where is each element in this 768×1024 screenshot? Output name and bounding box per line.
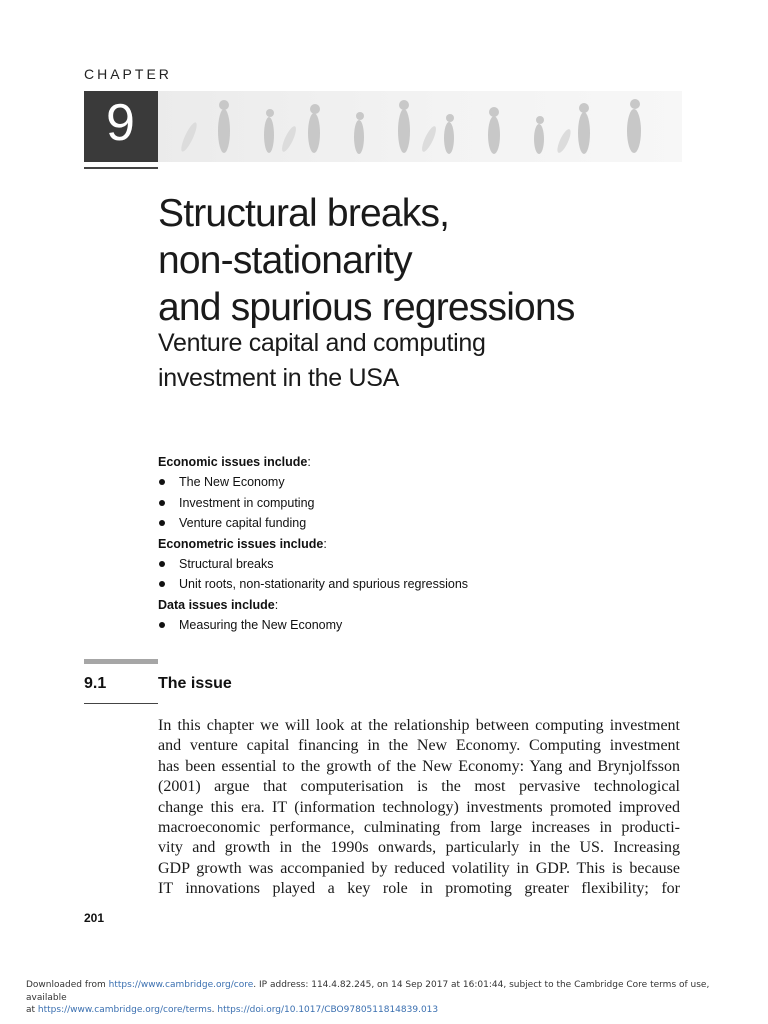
body-line: IT innovations played a key role in promoting greater flexibility; for — [158, 880, 680, 898]
list-item: Measuring the New Economy — [158, 615, 698, 636]
section-rule — [84, 703, 158, 704]
runners-illustration — [84, 91, 682, 162]
body-line: vity and growth in the 1990s onwards, particularly in the US. Increasing — [158, 839, 680, 857]
body-line: has been essential to the growth of the New Economy: Yang and Brynjolfsson — [158, 757, 680, 775]
body-paragraph — [158, 716, 680, 900]
list-item: Venture capital funding — [158, 513, 698, 534]
data-issues-list — [158, 615, 698, 636]
chapter-title: Structural breaks, non-stationarity and spurious regressions — [158, 192, 575, 329]
list-item: Structural breaks — [158, 554, 698, 575]
chapter-rule — [84, 167, 158, 169]
list-item: The New Economy — [158, 472, 698, 493]
data-issues-heading: Data issues include: — [158, 597, 279, 612]
chapter-number-box — [84, 91, 158, 162]
body-line: (2001) argue that computerisation is the most pervasive technological — [158, 778, 680, 796]
bullet-icon — [159, 561, 165, 567]
body-line: change this era. IT (information technology) investments promoted improved — [158, 798, 680, 816]
core-link[interactable]: https://www.cambridge.org/core — [108, 980, 254, 990]
list-item: Investment in computing — [158, 493, 698, 514]
list-item: Unit roots, non-stationarity and spurious regressions — [158, 574, 698, 595]
chapter-number: 9 — [106, 94, 135, 152]
section-bar — [84, 659, 158, 664]
body-line: In this chapter we will look at the relationship between computing investment — [158, 717, 680, 734]
page-number: 201 — [84, 911, 105, 925]
bullet-icon — [159, 479, 165, 485]
chapter-subtitle: Venture capital and computing investment in the USA — [158, 329, 486, 392]
economic-issues-heading: Economic issues include: — [158, 455, 311, 469]
issues-box — [158, 452, 698, 635]
body-line: GDP growth was accompanied by reduced volatility in GDP. This is because — [158, 859, 680, 877]
econometric-issues-list — [158, 554, 698, 595]
bullet-icon — [159, 500, 165, 506]
bullet-icon — [159, 622, 165, 628]
body-line: macroeconomic performance, culminating from large increases in producti- — [158, 819, 680, 837]
econometric-issues-heading: Econometric issues include: — [158, 536, 327, 551]
terms-link[interactable]: https://www.cambridge.org/core/terms — [37, 1005, 212, 1015]
economic-issues-list — [158, 472, 698, 534]
body-line: and venture capital financing in the New Economy. Computing investment — [158, 737, 680, 755]
bullet-icon — [159, 520, 165, 526]
download-footer: Downloaded from https://www.cambridge.org/core. IP address: 114.4.82.245, on 14 Sep 2017 at 16:01:44, subject to the Cambridge Core terms of use, available at https://www.cambridge.org/core/terms. https://doi.org/10.1017/CBO9780511814839.013 — [26, 980, 710, 1015]
bullet-icon — [159, 581, 165, 587]
chapter-banner-image — [84, 91, 682, 162]
section-title: The issue — [158, 675, 232, 692]
doi-link[interactable]: https://doi.org/10.1017/CBO9780511814839.013 — [217, 1005, 439, 1015]
section-number: 9.1 — [84, 675, 107, 692]
chapter-label: CHAPTER — [84, 66, 172, 82]
